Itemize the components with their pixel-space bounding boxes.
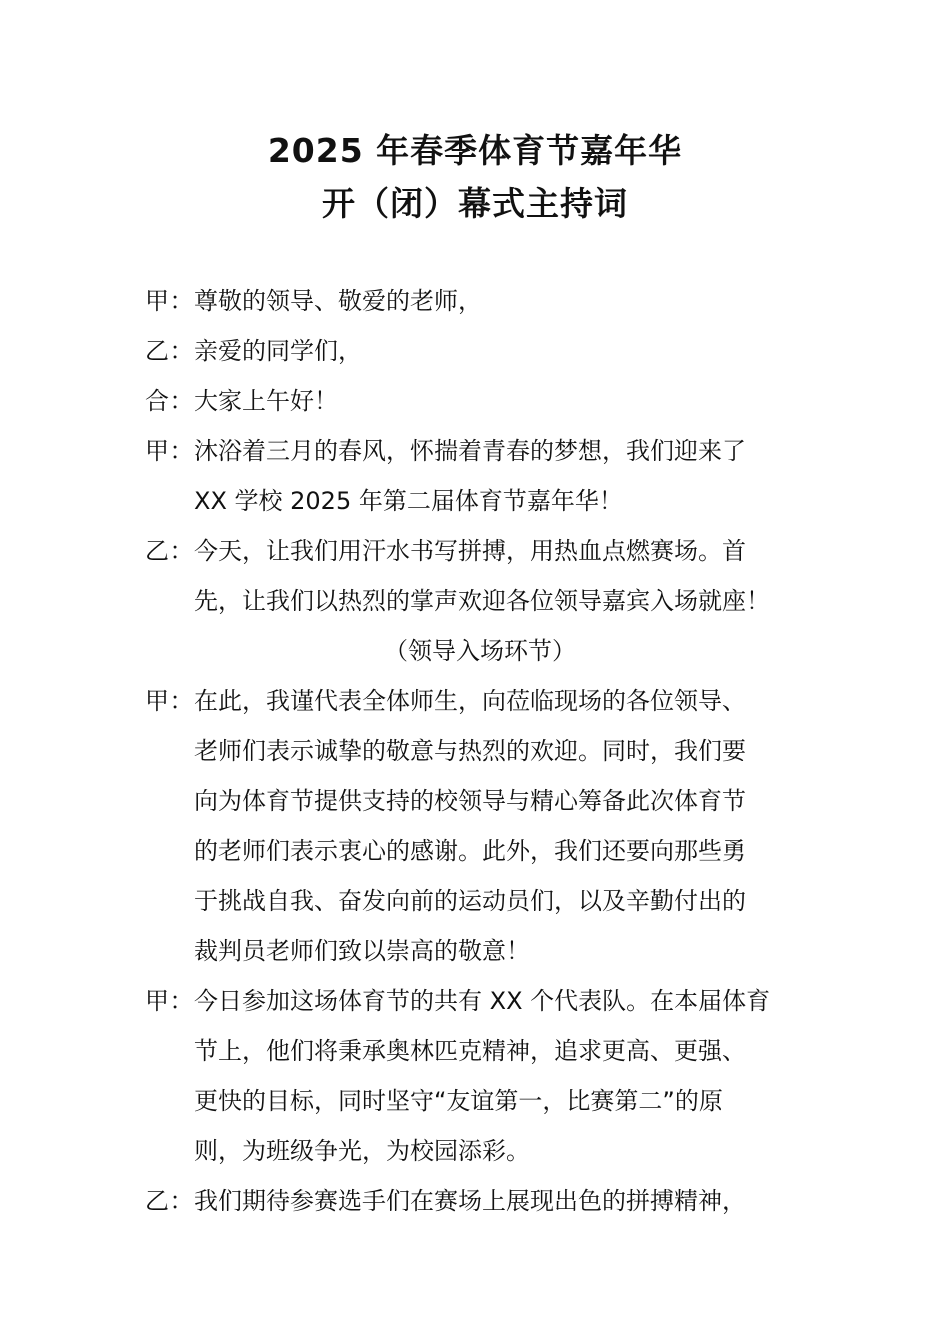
speaker-label: 乙： xyxy=(145,337,194,365)
script-line-text: 沐浴着三月的春风，怀揣着青春的梦想，我们迎来了 XX 学校 2025 年第二届体育节嘉年华！ xyxy=(194,437,746,515)
speaker-label: 甲： xyxy=(145,437,194,465)
script-body xyxy=(145,276,815,1226)
script-line xyxy=(145,526,815,626)
speaker-label: 甲： xyxy=(145,687,194,715)
speaker-label: 合： xyxy=(145,387,194,415)
script-line-text: 尊敬的领导、敬爱的老师， xyxy=(194,287,482,315)
script-line xyxy=(145,676,815,976)
script-line-text: 今日参加这场体育节的共有 XX 个代表队。在本届体育 节上，他们将秉承奥林匹克精神，追求更高、更强、 更快的目标，同时坚守“友谊第一，比赛第二”的原 则，为班级争光，为校园添彩。 xyxy=(194,987,771,1165)
speaker-label: 乙： xyxy=(145,537,194,565)
document-title: 2025 年春季体育节嘉年华 xyxy=(267,131,683,170)
script-line-text: 在此，我谨代表全体师生，向莅临现场的各位领导、 老师们表示诚挚的敬意与热烈的欢迎。同时，我们要 向为体育节提供支持的校领导与精心筹备此次体育节 的老师们表示衷心的感谢。此外，我们还要向那些勇 于挑战自我、奋发向前的运动员们，以及辛勤付出的 裁判员老师们致以崇高的敬意！ xyxy=(194,687,746,965)
script-line xyxy=(145,376,815,426)
script-line xyxy=(145,276,815,326)
script-line-text: 我们期待参赛选手们在赛场上展现出色的拼搏精神， xyxy=(194,1187,746,1215)
script-line-text: 今天，让我们用汗水书写拼搏，用热血点燃赛场。首 先，让我们以热烈的掌声欢迎各位领导嘉宾入场就座！ xyxy=(194,537,770,615)
script-line-text: 大家上午好！ xyxy=(194,387,338,415)
document-subtitle: 开（闭）幕式主持词 xyxy=(322,184,628,223)
script-line xyxy=(145,976,815,1176)
script-line xyxy=(145,326,815,376)
script-line-text: 亲爱的同学们， xyxy=(194,337,362,365)
speaker-label: 甲： xyxy=(145,287,194,315)
speaker-label: 甲： xyxy=(145,987,194,1015)
speaker-label: 乙： xyxy=(145,1187,194,1215)
stage-note: （领导入场环节） xyxy=(384,637,576,665)
script-line xyxy=(145,426,815,526)
script-line xyxy=(145,1176,815,1226)
